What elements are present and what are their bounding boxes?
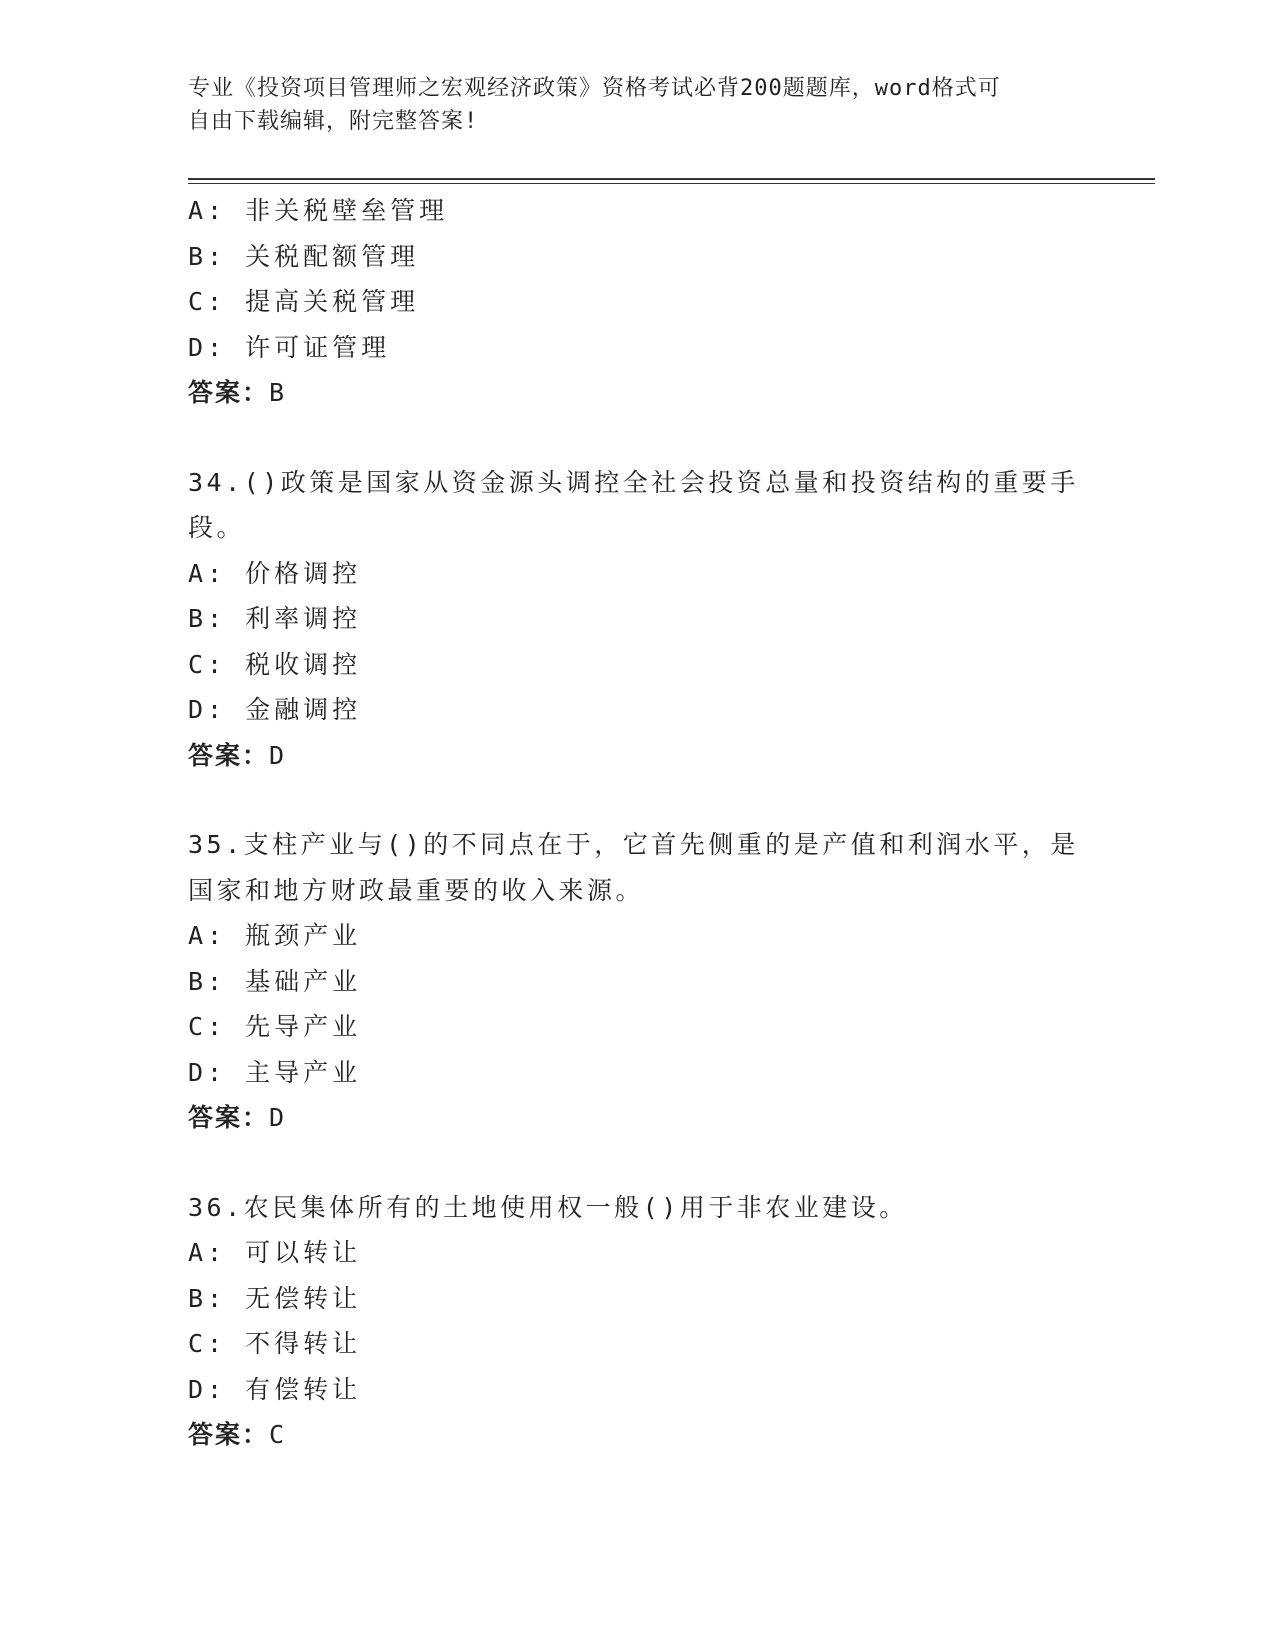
answer-label: 答案： <box>188 740 270 770</box>
question-text: 36.农民集体所有的土地使用权一般()用于非农业建设。 <box>188 1192 908 1222</box>
answer-value: C <box>269 1420 286 1449</box>
option-b: B: 无偿转让 <box>188 1283 362 1313</box>
option-d: D: 有偿转让 <box>188 1374 362 1404</box>
question-list <box>188 188 1088 1458</box>
answer-label: 答案： <box>188 1103 270 1132</box>
question-text: 34.()政策是国家从资金源头调控全社会投资总量和投资结构的重要手段。 <box>188 467 1079 542</box>
option-b: B: 关税配额管理 <box>188 241 420 271</box>
answer-line <box>188 370 1088 416</box>
option-c: C: 不得转让 <box>188 1329 362 1358</box>
option-a: A: 非关税壁垒管理 <box>188 196 449 225</box>
answer-value: D <box>269 1103 286 1132</box>
option-d: D: 许可证管理 <box>188 332 391 362</box>
header-divider-thin <box>188 183 1155 184</box>
question-spacer <box>188 1141 1088 1185</box>
answer-line <box>188 1412 1088 1458</box>
document-header <box>188 72 1088 138</box>
answer-label: 答案： <box>188 378 270 407</box>
question-block-36 <box>188 1185 1088 1458</box>
option-c: C: 提高关税管理 <box>188 287 420 316</box>
header-divider-thick <box>188 178 1155 180</box>
option-a: A: 可以转让 <box>188 1238 362 1267</box>
question-text: 35.支柱产业与()的不同点在于，它首先侧重的是产值和利润水平，是国家和地方财政最重要的收入来源。 <box>188 830 1079 905</box>
answer-value: B <box>269 378 286 407</box>
question-block-35 <box>188 822 1088 1141</box>
answer-label: 答案： <box>188 1420 270 1449</box>
option-c: C: 先导产业 <box>188 1012 362 1041</box>
question-spacer <box>188 778 1088 822</box>
header-line-1: 专业《投资项目管理师之宏观经济政策》资格考试必背200题题库，word格式可 <box>188 76 1001 101</box>
answer-value: D <box>269 740 286 770</box>
option-c: C: 税收调控 <box>188 649 362 679</box>
option-a: A: 瓶颈产业 <box>188 921 362 950</box>
option-b: B: 基础产业 <box>188 966 362 996</box>
option-d: D: 金融调控 <box>188 695 362 724</box>
question-spacer <box>188 416 1088 460</box>
option-b: B: 利率调控 <box>188 604 362 633</box>
answer-line <box>188 1095 1088 1141</box>
question-block-34 <box>188 460 1088 779</box>
option-a: A: 价格调控 <box>188 558 362 588</box>
question-block-33 <box>188 188 1088 416</box>
answer-line <box>188 733 1088 779</box>
option-d: D: 主导产业 <box>188 1057 362 1087</box>
header-line-2: 自由下载编辑，附完整答案! <box>188 109 479 134</box>
